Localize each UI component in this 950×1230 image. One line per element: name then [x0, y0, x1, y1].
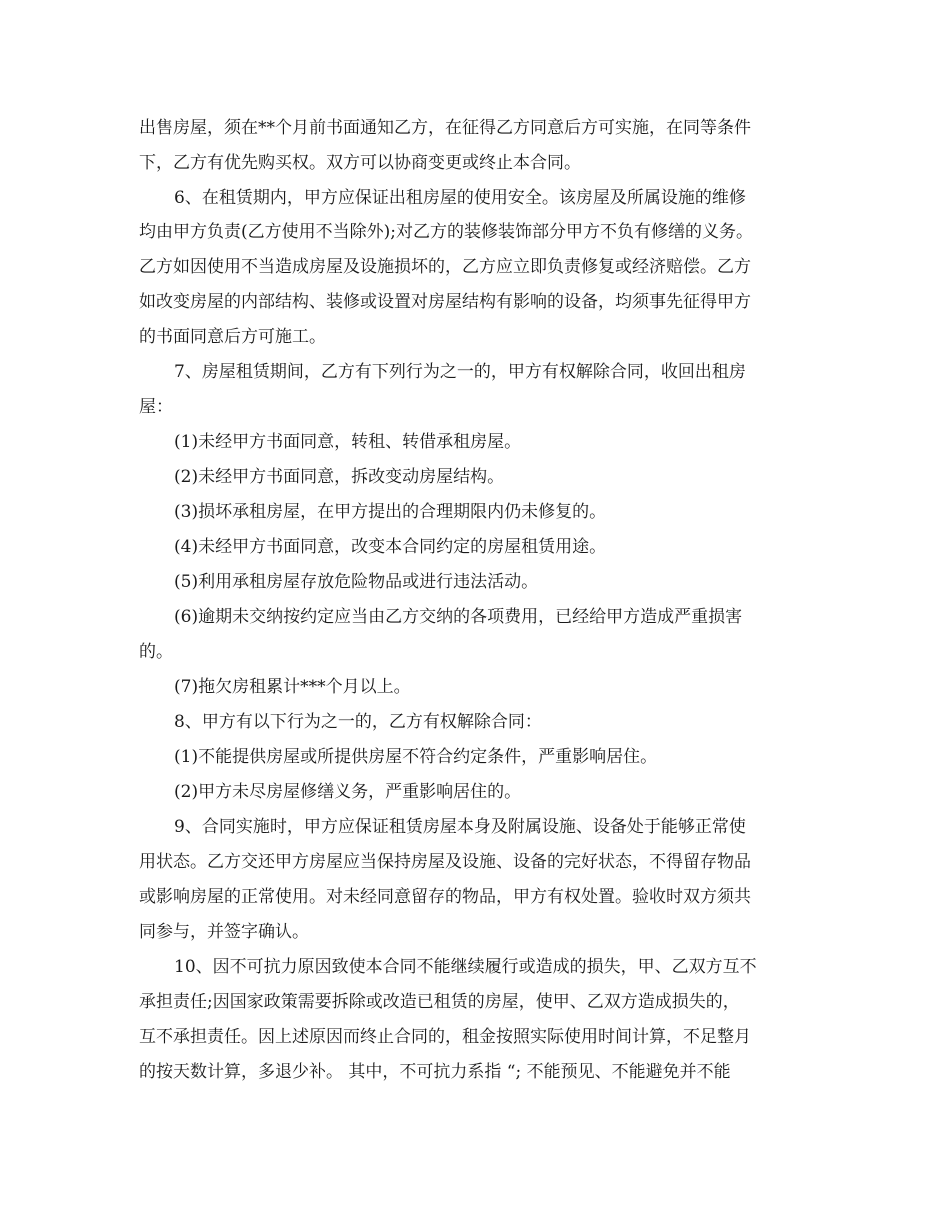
text-line: 的按天数计算，多退少补。 其中，不可抗力系指 “; 不能预见、不能避免并不能: [139, 1062, 731, 1082]
text-line: (2)未经甲方书面同意，拆改变动房屋结构。: [174, 467, 505, 487]
text-line: 9、合同实施时，甲方应保证租赁房屋本身及附属设施、设备处于能够正常使: [174, 817, 746, 837]
text-line: 乙方如因使用不当造成房屋及设施损坏的，乙方应立即负责修复或经济赔偿。乙方: [139, 257, 751, 277]
text-line: 同参与，并签字确认。: [139, 922, 309, 942]
text-line: (2)甲方未尽房屋修缮义务，严重影响居住的。: [174, 782, 522, 802]
text-line: 互不承担责任。因上述原因而终止合同的，租金按照实际使用时间计算，不足整月: [139, 1027, 751, 1047]
text-line: 或影响房屋的正常使用。对未经同意留存的物品，甲方有权处置。验收时双方须共: [139, 887, 751, 907]
text-line: (7)拖欠房租累计***个月以上。: [174, 677, 411, 697]
text-line: 8、甲方有以下行为之一的，乙方有权解除合同：: [174, 712, 542, 732]
text-line: (6)逾期未交纳按约定应当由乙方交纳的各项费用，已经给甲方造成严重损害: [174, 607, 743, 627]
text-line: (4)未经甲方书面同意，改变本合同约定的房屋租赁用途。: [174, 537, 607, 557]
text-line: 的。: [139, 642, 173, 662]
text-line: 6、在租赁期内，甲方应保证出租房屋的使用安全。该房屋及所属设施的维修: [174, 188, 746, 208]
text-line: (1)未经甲方书面同意，转租、转借承租房屋。: [174, 432, 522, 452]
text-line: 均由甲方负责(乙方使用不当除外);对乙方的装修装饰部分甲方不负有修缮的义务。: [139, 222, 753, 242]
text-line: (1)不能提供房屋或所提供房屋不符合约定条件，严重影响居住。: [174, 747, 658, 767]
text-line: 7、房屋租赁期间，乙方有下列行为之一的，甲方有权解除合同，收回出租房: [174, 362, 746, 382]
text-line: 10、因不可抗力原因致使本合同不能继续履行或造成的损失，甲、乙双方互不: [174, 957, 757, 977]
text-line: (3)损坏承租房屋，在甲方提出的合理期限内仍未修复的。: [174, 502, 607, 522]
text-line: 用状态。乙方交还甲方房屋应当保持房屋及设施、设备的完好状态，不得留存物品: [139, 852, 751, 872]
text-line: 的书面同意后方可施工。: [139, 327, 326, 347]
text-line: 如改变房屋的内部结构、装修或设置对房屋结构有影响的设备，均须事先征得甲方: [139, 292, 751, 312]
text-line: (5)利用承租房屋存放危险物品或进行违法活动。: [174, 572, 539, 592]
text-line: 下，乙方有优先购买权。双方可以协商变更或终止本合同。: [139, 153, 581, 173]
text-line: 出售房屋，须在**个月前书面通知乙方，在征得乙方同意后方可实施，在同等条件: [139, 118, 751, 138]
text-line: 承担责任;因国家政策需要拆除或改造已租赁的房屋，使甲、乙双方造成损失的，: [139, 992, 740, 1012]
text-line: 屋：: [139, 397, 173, 417]
